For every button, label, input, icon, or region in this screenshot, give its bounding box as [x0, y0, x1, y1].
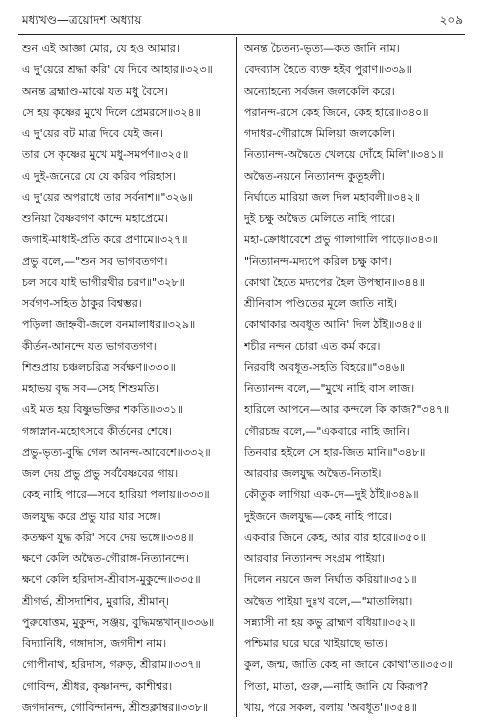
verse-line: গদাধর-গৌরাঙ্গে মিলিয়া জলকেলি। [244, 127, 395, 140]
verse-line: অনন্ত চৈতন্য-ভৃত্য—কত জানি নাম। [244, 42, 400, 55]
verse-line: ক্ষণে কেলি হরিদাস-শ্রীবাস-মুকুন্দে॥৩৩৫॥ [22, 573, 201, 587]
verse-line: কোথাকার অবধূত আনি' দিল ঠাঁই॥৩৪৫॥ [244, 318, 423, 332]
verse-line: জগদানন্দ, গোবিন্দানন্দ, শ্রীশুক্লাম্বর॥৩৩৮॥ [22, 700, 209, 714]
verse-line: কুল, জন্ম, জাতি কেহ না জানে কোথা'ত॥৩৫৩॥ [244, 658, 454, 672]
verse-line: নির্ঘাতে মারিয়া জল দিল মহাবলী॥৩৪২॥ [244, 190, 421, 204]
verse-line: প্রভু-ভৃত্য-বুদ্ধি গেল আনন্দ-আবেশে॥৩৩২॥ [22, 445, 211, 459]
verse-line: দুইজনে জলযুদ্ধ—কেহ নাহি পারে। [244, 509, 392, 523]
verse-line: পুরুষোত্তম, মুকুন্দ, সঞ্জয়, বুদ্ধিমন্তখান্॥৩৩৬॥ [22, 615, 215, 629]
verse-line: জলযুদ্ধ করে প্রভু যার যার সঙ্গে। [22, 509, 161, 523]
verse-line: শুনিয়া বৈষ্ণবগণ কান্দে মহাপ্রেমে। [22, 212, 168, 225]
verse-line: তার সে কৃষ্ণের মুখে মধু-সমর্পণ॥৩২৫॥ [22, 148, 189, 162]
verse-line: একবার জিনে কেহ, আর বার হারে॥৩৫০॥ [244, 530, 426, 544]
verse-line: বিদ্যানিধি, গঙ্গাদাস, জগদীশ নাম। [22, 637, 167, 650]
verse-line: এ দু'য়ের অপরাধে তার সর্বনাশ॥"৩২৬॥ [22, 190, 194, 204]
verse-line: এ দু'য়ের বট মাত্র দিবে যেই জন। [22, 127, 163, 140]
verse-line: অদ্বৈত-নয়নে নিত্যানন্দ কুতূহলী। [244, 169, 385, 183]
verse-line: দুই চক্ষু অদ্বৈত মেলিতে নাহি পারে। [244, 212, 396, 225]
verse-line: অদ্বৈত পাইয়া দুঃখ বলে,—"মাতালিয়া। [244, 594, 413, 608]
verse-line: "নিত্যানন্দ-মদ্যপে করিল চক্ষু কাণ। [244, 254, 392, 268]
page-number: ২০৯ [439, 13, 463, 27]
verse-line: কীর্তন-আনন্দে যত ভাগবতগণ। [22, 339, 157, 353]
verse-line: ক্ষণে কেলি অদ্বৈত-গৌরাঙ্গ-নিত্যানন্দে। [22, 552, 189, 565]
verse-line: সে হয় কৃষ্ণের মুখে দিলে প্রেমরসে॥৩২৪॥ [22, 105, 201, 119]
verse-line: অনন্ত ব্রহ্মাণ্ড-মাঝে যত মধু বৈসে। [22, 84, 169, 98]
left-column [22, 38, 232, 718]
verse-line: নিত্যানন্দ-অদ্বৈতে খেলয়ে দোঁহে মিলি'॥৩৪১॥ [244, 148, 444, 162]
verse-line: পড়িলা জাহ্নবী-জলে বনমালাধর॥৩২৯॥ [22, 318, 196, 332]
verse-line: গোপীনাথ, হরিদাস, গরুড়, শ্রীরাম॥৩৩৭॥ [22, 658, 201, 672]
verse-line: নিত্যানন্দ বলে,—"মুখে নাহি বাস লাজ। [244, 382, 415, 395]
verse-line: আরবার নিত্যানন্দ সংগ্রম পাইয়া। [244, 552, 385, 565]
verse-line: শচীর নন্দন চোরা এত কর্ম করে। [244, 339, 381, 353]
verse-line: দিলেন নয়নে জল নির্ঘাত করিয়া॥৩৫১॥ [244, 573, 417, 587]
verse-line: কতক্ষণ যুদ্ধ করি' সবে দেয় ভঙ্গে॥৩৩৪॥ [22, 530, 194, 544]
verse-line: এই মত হয় বিষ্ণুভক্তির শকতি॥৩৩১॥ [22, 403, 184, 417]
right-column [244, 38, 466, 718]
verse-line: সর্বগণ-সহিত ঠাকুর বিশ্বম্ভর। [22, 297, 142, 310]
verse-line: পিতা, মাতা, গুরু,—নাহি জানি যে কিরূপ? [244, 679, 429, 693]
verse-line: গোবিন্দ, শ্রীধর, কৃষ্ণানন্দ, কাশীশ্বর। [22, 679, 173, 693]
verse-line: নিরবধি অবধূত-সহতি বিহরে॥"৩৪৬॥ [244, 360, 406, 374]
verse-line: চল সবে যাই ভাগীরথীর চরণ॥"৩২৮॥ [22, 275, 185, 289]
verse-line: শ্রীনিবাস পণ্ডিতের মূলে জাতি নাই। [244, 297, 397, 310]
verse-line: জগাই-মাধাই-প্রতি করে প্রণামে॥৩২৭॥ [22, 233, 188, 247]
running-header [22, 12, 463, 32]
verse-line: খায়, পরে সকল, বলায় 'অবধূত'॥৩৫৪॥ [244, 700, 417, 714]
verse-line: শ্রীগর্ভ, শ্রীসদাশিব, মুরারি, শ্রীমান্। [22, 594, 170, 608]
verse-line: হারিলে আপনে—আর কন্দলে কি কাজ?"৩৪৭॥ [244, 403, 450, 417]
column-divider [236, 37, 237, 717]
chapter-heading: মধ্যখণ্ড—ত্রয়োদশ অধ্যায় [22, 13, 142, 27]
verse-line: শুন এই আজ্ঞা মোর, যে হও আমার। [22, 42, 180, 55]
verse-line: কেহ নাহি পারে—সবে হারিয়া পলায়॥৩৩৩॥ [22, 488, 210, 502]
verse-line: শিশুপ্রায় চঞ্চলচরিত্র সর্বক্ষণ॥৩৩০॥ [22, 360, 176, 374]
verse-line: কোথা হৈতে মদ্যপের হৈল উপস্থান॥৩৪৪॥ [244, 275, 425, 289]
header-rule [18, 34, 465, 35]
verse-line: আরবার জলযুদ্ধ অদ্বৈত-নিতাই। [244, 467, 382, 480]
verse-line: পশ্চিমার ঘরে ঘরে খাইয়াছে ভাত। [244, 637, 388, 650]
verse-line: এ দু'য়েরে শ্রদ্ধা করি' যে দিবে আহার॥৩২৩॥ [22, 63, 213, 77]
verse-line: এ দুই-জনেরে যে যে করিব পরিহাস। [22, 169, 177, 183]
verse-line: পরানন্দ-রসে কেহ জিনে, কেহ হারে॥৩৪০॥ [244, 105, 429, 119]
verse-line: বেদব্যাস হৈতে ব্যক্ত হইব পুরাণ॥৩৩৯॥ [244, 63, 412, 77]
verse-line: সন্ন্যাসী না হয় কভু ব্রাহ্মণ বধিয়া॥৩৫২॥ [244, 615, 416, 629]
verse-line: অন্যোহন্যে সর্বজন জলকেলি করে। [244, 84, 395, 98]
verse-line: গৌরচন্দ্র বলে,—"একবারে নাহি জানি। [244, 424, 410, 438]
verse-line: মহা-ক্রোধাবেশে প্রভু গালাগালি পাড়ে॥৩৪৩॥ [244, 233, 438, 247]
verse-line: তিনবার হইলে সে হার-জিত মানি॥"৩৪৮॥ [244, 445, 426, 459]
verse-line: জল দেয় প্রভু প্রভু সর্ববৈষ্ণবের গায়। [22, 467, 179, 480]
verse-line: গঙ্গাস্নান-মহোৎসবে কীর্তনের শেষে। [22, 424, 173, 438]
verse-line: মহাভয় বৃদ্ধ সব—সেহ শিশুমতি। [22, 382, 159, 395]
verse-line: কৌতুক লাগিয়া এক-দে—দুই ঠাঁই॥৩৪৯॥ [244, 488, 419, 502]
verse-line: প্রভু বলে,—"শুন সব ভাগবতগণ। [22, 254, 168, 268]
